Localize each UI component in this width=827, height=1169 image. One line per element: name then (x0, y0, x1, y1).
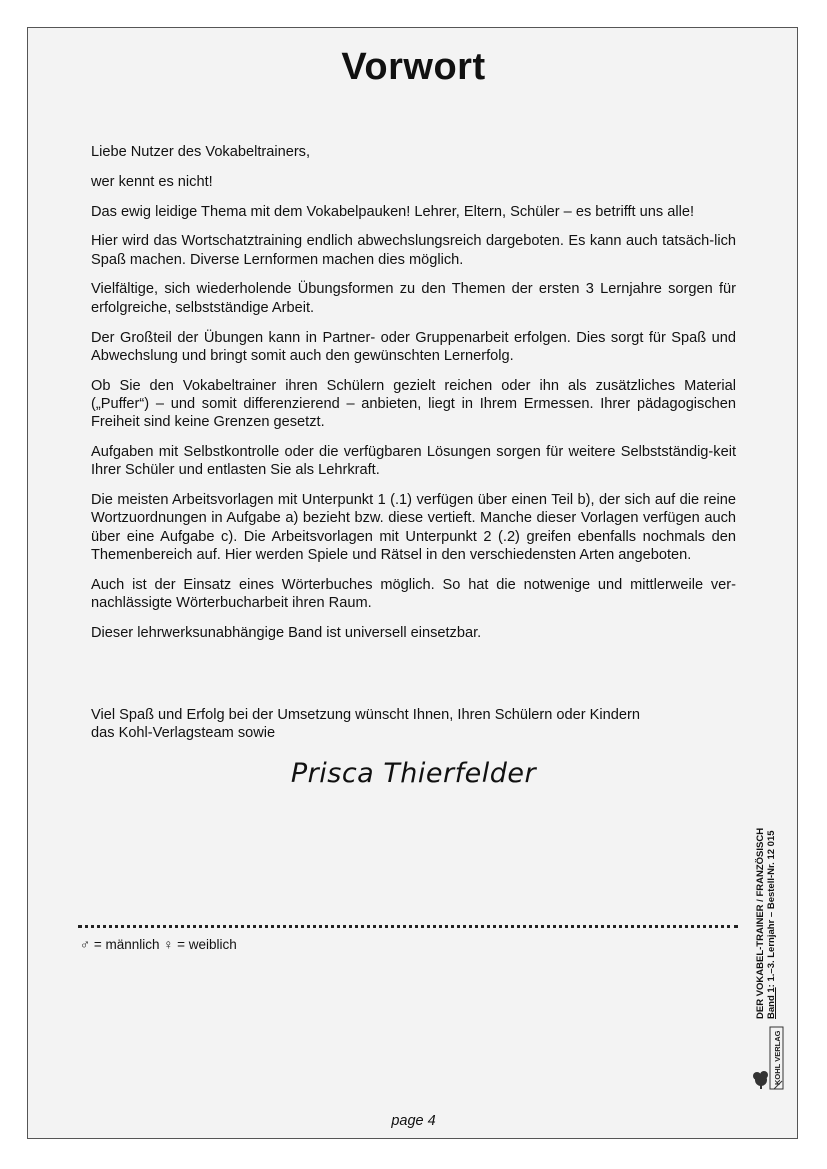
band-info (766, 794, 777, 1019)
logo-text: KOHL VERLAG (773, 1030, 782, 1085)
paragraph: Der Großteil der Übungen kann in Partner- oder Gruppenarbeit erfolgen. Dies sorgt für Spaß und Abwechslung und bringt somit auch den gewünschten Lernerfolg. (91, 329, 736, 364)
paragraph: Ob Sie den Vokabeltrainer ihren Schülern gezielt reichen oder ihn als zusätzliches Material („Puffer“) – und somit differenzierend – anbieten, liegt in Ihrem Ermessen. Ihrer pädagogischen Freiheit sind keine Grenzen gesetzt. (91, 377, 736, 431)
paragraph: Hier wird das Wortschatztraining endlich abwechslungsreich dargeboten. Es kann auch tatsäch-lich Spaß machen. Diverse Lernformen machen dies möglich. (91, 233, 736, 268)
paragraph-greeting: Liebe Nutzer des Vokabeltrainers, (91, 144, 311, 160)
paragraph: Dieser lehrwerksunabhängige Band ist universell einsetzbar. (91, 624, 482, 641)
band-label: Band 1 (766, 987, 777, 1019)
closing (91, 706, 736, 743)
series-title: DER VOKABEL-TRAINER / FRANZÖSISCH (755, 827, 766, 1019)
publisher-logo (752, 1025, 788, 1091)
dotted-divider (78, 925, 738, 928)
page-title: Vorwort (341, 46, 486, 88)
paragraph: Aufgaben mit Selbstkontrolle oder die verfügbaren Lösungen sorgen für weitere Selbstständig-keit Ihrer Schüler und entlasten Sie als Lehrkraft. (91, 444, 736, 479)
gender-legend: ♂ = männlich ♀ = weiblich (80, 937, 237, 952)
signature: Prisca Thierfelder (290, 758, 537, 789)
paragraph: Die meisten Arbeitsvorlagen mit Unterpunkt 1 (.1) verfügen über einen Teil b), der sich auf die reine Wortzuordnungen in Aufgabe a) bezieht bzw. diese vertieft. Manche dieser Vorlagen verfügen auch über eine Aufgabe c). Die Arbeitsvorlagen mit Unterpunkt 2 (.2) greifen ebenfalls nochmals den Themenbereich auf. Hier werden Spiele und Rätsel in den verschiedensten Arten angeboten. (91, 492, 736, 564)
paragraph: Das ewig leidige Thema mit dem Vokabelpauken! Lehrer, Eltern, Schüler – es betrifft uns alle! (91, 203, 695, 220)
order-number: : 1.–3. Lernjahr – Bestell-Nr. 12 015 (766, 830, 777, 988)
publication-info (755, 794, 777, 1019)
page-number: page 4 (391, 1113, 436, 1129)
tree-logo-icon (752, 1025, 788, 1091)
closing-line: Viel Spaß und Erfolg bei der Umsetzung wünscht Ihnen, Ihren Schülern oder Kindern (91, 707, 640, 723)
paragraph: Vielfältige, sich wiederholende Übungsformen zu den Themen der ersten 3 Lernjahre sorgen für erfolgreiche, selbstständige Arbeit. (91, 281, 736, 316)
paragraph: Auch ist der Einsatz eines Wörterbuches möglich. So hat die notwenige und mittlerweile ver-nachlässigte Wörterbucharbeit ihren Raum. (91, 576, 736, 612)
closing-line: das Kohl-Verlagsteam sowie (91, 725, 276, 742)
body-text (91, 143, 736, 654)
paragraph: wer kennt es nicht! (91, 173, 213, 190)
